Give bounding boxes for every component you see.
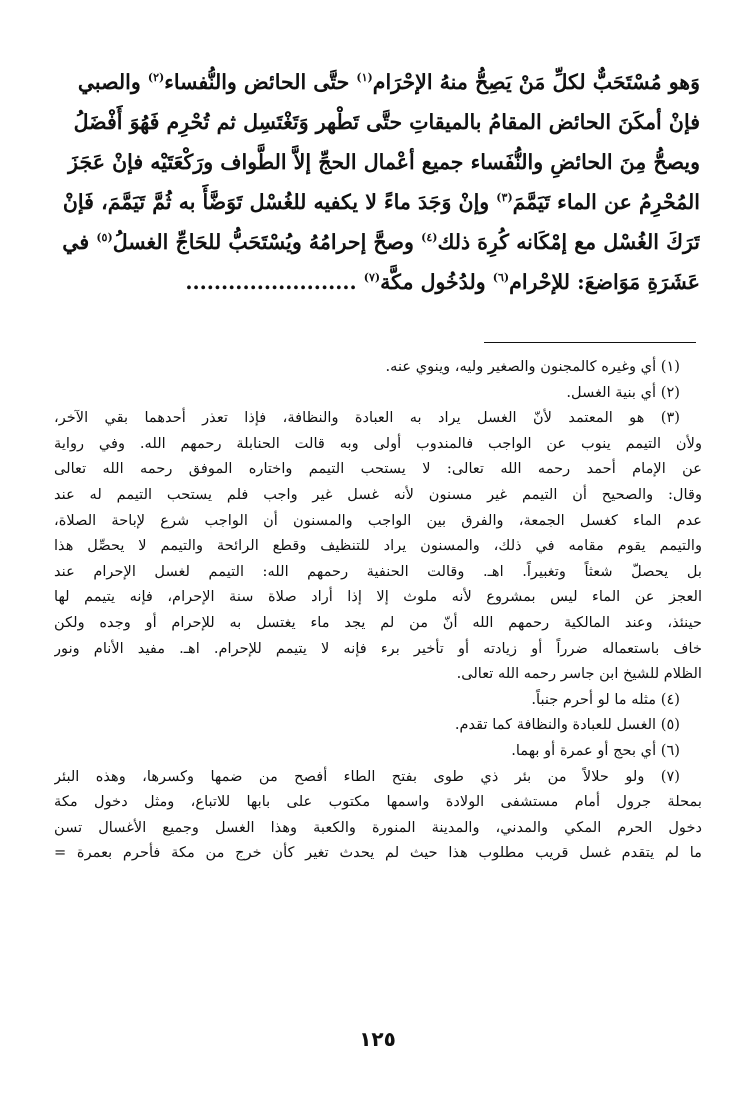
footnote-line: بمحلة جرول أمام مستشفى الولادة واسمها مكتوب على بابها للاتباع، ومثل دخول مكة — [54, 793, 702, 811]
main-text-segment: وصحَّ إحرامُهُ ويُسْتَحَبُّ للحَاجِّ الغسلُ — [112, 230, 422, 254]
footnote-line: وقال: والصحيح أن التيمم غير مسنون لأنه غسل غير واجب فلم يستحب التيمم له عند — [54, 485, 702, 503]
footnote-line: (٦) أي بحج أو عمرة أو بهما. — [511, 741, 680, 759]
main-line — [60, 62, 700, 102]
footnote-line: ما لم يتقدم غسل قريب مطلوب هذا حيث لم يحدث تغير كأن خرج من مكة فأحرم بعمرة = — [54, 844, 702, 862]
footnote-line: خاف باستعماله ضرراً أو زيادته أو تأخير برء فإنه لا يتيمم للإحرام. اهـ. مفيد الأنام ونور — [54, 639, 702, 657]
main-line — [60, 142, 700, 182]
main-text-segment: وَهو مُسْتَحَبٌّ لكلِّ مَنْ يَصِحُّ منهُ الإحْرَام — [372, 70, 700, 94]
footnote-marker: (٣) — [496, 191, 513, 205]
main-text-segment: ........................ — [185, 270, 364, 294]
footnote-line: (٥) الغسل للعبادة والنظافة كما تقدم. — [454, 716, 680, 734]
footnote-line: دخول الحرم المكي والمدني، والمدينة المنورة والكعبة وهذا الغسل وجميع الأغسال تسن — [54, 818, 702, 836]
footnote-marker: (٧) — [363, 271, 381, 285]
main-line — [60, 222, 700, 262]
main-line — [60, 102, 700, 142]
main-text-segment: عَشَرَةِ مَوَاضعَ: للإحْرام — [509, 270, 700, 294]
page-number: ١٢٥ — [359, 1027, 396, 1051]
main-text — [60, 62, 700, 302]
footnote-marker: (٢) — [147, 71, 165, 85]
main-text-segment: المُحْرِمُ عن الماء تَيَمَّمَ — [512, 190, 700, 214]
footnote-line: حينئذ، وعند المالكية رحمهم الله أنّ من لم يجد ماء يغتسل به للإحرام أو وجده ولكن — [54, 613, 702, 631]
footnote-line: (١) أي وغيره كالمجنون والصغير وليه، وينوي عنه. — [385, 358, 680, 375]
main-text-segment: والصبي — [77, 70, 148, 94]
footnote-line: عدم الماء كغسل الجمعة، والفرق بين الواجب والمسنون أن الواجب شرع لإباحة الصلاة، — [54, 511, 702, 529]
main-text-segment: في — [62, 230, 97, 254]
footnote-marker: (٦) — [492, 271, 510, 285]
main-line — [60, 182, 700, 222]
footnote-line: (٢) أي بنية الغسل. — [566, 383, 680, 401]
footnote-line: (٤) مثله ما لو أحرم جنباً. — [531, 690, 680, 708]
footnote-line: عن الإمام أحمد رحمه الله تعالى: لا يستحب التيمم واختاره الموفق رحمه الله تعالى — [54, 460, 702, 478]
main-line — [60, 262, 700, 302]
main-text-segment: تَرَكَ الغُسْل مع إمْكَانه كُرِهَ ذلك — [437, 230, 700, 254]
footnote-line: والتيمم يقوم مقامه في ذلك، والمسنون يراد للتنظيف وقطع الرائحة والتيمم لا يحصِّل هذا — [54, 537, 702, 555]
main-text-segment: فإنْ أمكَنَ الحائض المقامُ بالميقاتِ حتَّى تَطْهر وَتَغْتَسِل ثم تُحْرِم فَهُوَ أَفْضَلُ — [73, 110, 700, 134]
footnote-line: ولأن التيمم ينوب عن الواجب فالمندوب أولى وبه قالت الحنابلة رحمهم الله. وفي رواية — [54, 434, 702, 452]
footnote-line: (٧) ولو حلالاً من بئر ذي طوى بفتح الطاء أفصح من ضمها وكسرها، وهذه البئر — [54, 767, 680, 785]
main-text-segment: ويصحُّ مِنَ الحائضِ والنُّفَساء جميع أعْمال الحجِّ إلاَّ الطَّواف ورَكْعَتَيْه فإنْ عَجَزَ — [68, 150, 700, 174]
footnote-separator — [484, 342, 696, 343]
footnote-line: بل يحصلّ شعثاً وتغبيراً. اهـ. وقالت الحنفية رحمهم الله: التيمم لغسل الإحرام عند — [54, 562, 702, 580]
footnote-line: العجز عن الماء ليس بمشروع لأنه ملوث إلا إذا أراد صلاة سنة الإحرام، فإنه يتيمم لها — [54, 588, 702, 606]
footnote-line: الظلام للشيخ ابن جاسر رحمه الله تعالى. — [456, 665, 702, 683]
footnote-marker: (٤) — [421, 231, 438, 245]
footnote-line: (٣) هو المعتمد لأنّ الغسل يراد به العبادة والنظافة، فإذا تعذر أحدهما بقي الآخر، — [54, 409, 680, 427]
footnote-marker: (٥) — [96, 231, 113, 245]
main-text-segment: ولدُخُول مكَّة — [380, 270, 493, 294]
footnotes — [54, 354, 702, 866]
main-text-segment: حتَّى الحائض والنُّفساء — [164, 70, 357, 94]
main-text-segment: وإنْ وَجَدَ ماءً لا يكفيه للغُسْل تَوَضَّأَ به ثُمَّ تَيَمَّمَ، فَإنْ — [62, 190, 497, 214]
footnote-marker: (١) — [356, 71, 373, 85]
